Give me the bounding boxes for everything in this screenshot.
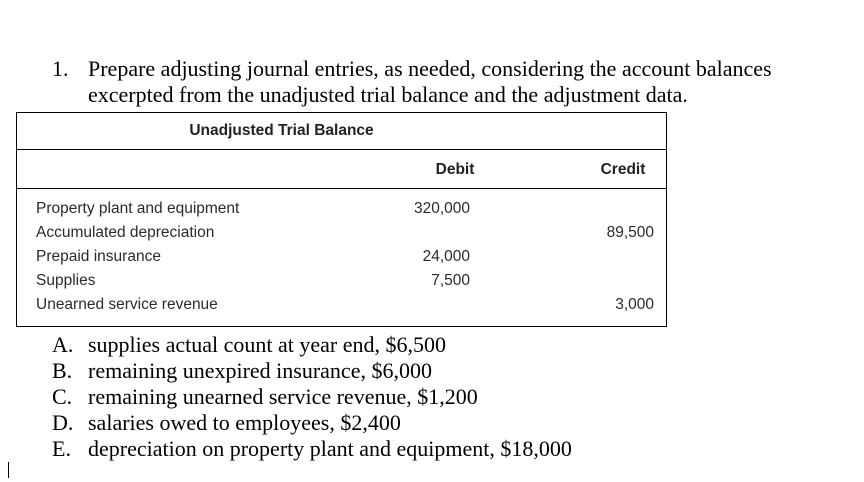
- account-name: Supplies: [36, 272, 96, 289]
- account-name: Accumulated depreciation: [36, 224, 215, 241]
- item-text: remaining unexpired insurance, $6,000: [88, 358, 432, 383]
- debit-column-header: Debit: [435, 161, 475, 178]
- item-text: remaining unearned service revenue, $1,200: [88, 384, 478, 409]
- table-divider: [17, 188, 666, 189]
- item-text: salaries owed to employees, $2,400: [88, 410, 401, 435]
- account-name: Unearned service revenue: [36, 296, 218, 313]
- question-number: 1.: [52, 56, 69, 81]
- list-item: [52, 436, 572, 462]
- table-header-row: [17, 150, 666, 190]
- item-letter: B.: [52, 358, 73, 383]
- question-prompt: [52, 56, 852, 108]
- debit-amount: 320,000: [413, 200, 470, 217]
- question-line-2: excerpted from the unadjusted trial balance and the adjustment data.: [88, 82, 688, 107]
- list-item: [52, 384, 572, 410]
- account-name: Property plant and equipment: [36, 200, 240, 217]
- table-row: [17, 197, 666, 221]
- item-text: supplies actual count at year end, $6,500: [88, 332, 447, 357]
- credit-amount: 3,000: [615, 296, 654, 313]
- item-letter: C.: [52, 384, 73, 409]
- trial-balance-title: Unadjusted Trial Balance: [189, 122, 374, 139]
- table-row: [17, 221, 666, 245]
- item-letter: A.: [52, 332, 74, 357]
- credit-column-header: Credit: [600, 161, 646, 178]
- list-item: [52, 332, 572, 358]
- table-body: [17, 197, 666, 317]
- list-item: [52, 410, 572, 436]
- adjustment-list: [52, 332, 572, 462]
- trial-balance-table: [16, 112, 667, 327]
- question-line-1: Prepare adjusting journal entries, as needed, considering the account balances: [88, 56, 772, 81]
- debit-amount: 7,500: [431, 272, 470, 289]
- list-item: [52, 358, 572, 384]
- table-row: [17, 293, 666, 317]
- text-cursor: [8, 462, 9, 478]
- item-letter: E.: [52, 436, 71, 461]
- credit-amount: 89,500: [606, 224, 654, 241]
- table-row: [17, 245, 666, 269]
- debit-amount: 24,000: [422, 248, 470, 265]
- item-letter: D.: [52, 410, 74, 435]
- table-row: [17, 269, 666, 293]
- item-text: depreciation on property plant and equipment, $18,000: [88, 436, 572, 461]
- account-name: Prepaid insurance: [36, 248, 161, 265]
